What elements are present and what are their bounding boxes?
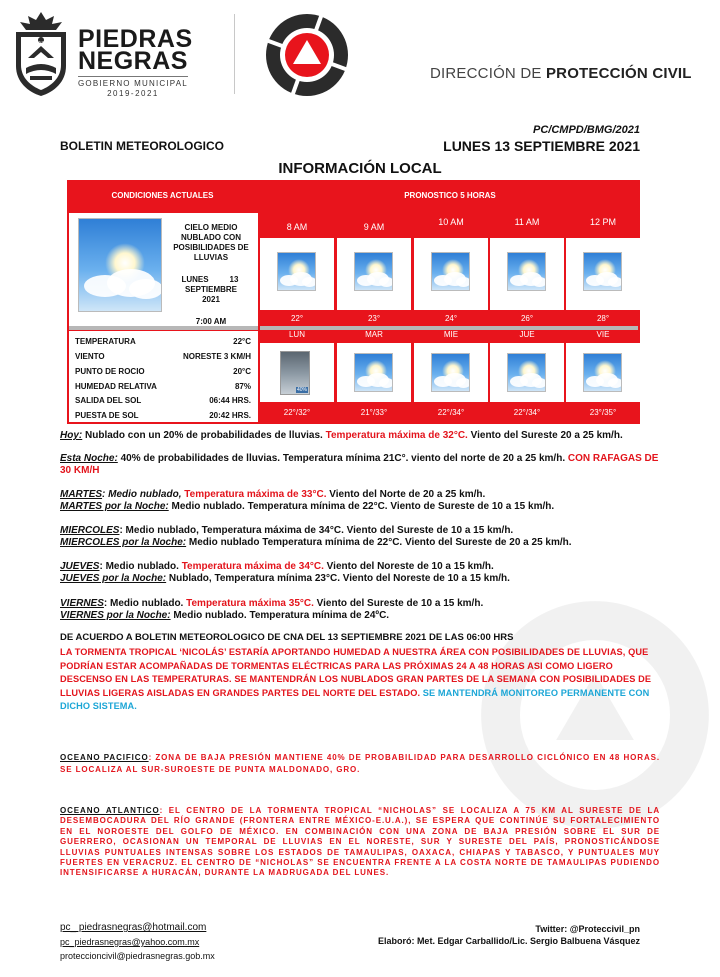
forecast-thursday — [60, 561, 660, 573]
cna-monitoring-text: SE MANTENDRÁ MONITOREO PERMANENTE CON DICHO SISTEMA. — [60, 687, 650, 711]
hour-label: 10 AM — [438, 217, 464, 227]
partly-cloudy-icon — [507, 353, 546, 392]
partly-cloudy-icon — [507, 252, 546, 291]
local-info-title: INFORMACIÓN LOCAL — [278, 160, 442, 177]
thursday-night-label: JUEVES por la Noche: — [60, 573, 167, 584]
condition-daynum: 13 — [229, 275, 239, 284]
current-data-label: PUESTA DE SOL — [75, 411, 139, 420]
forecast-wednesday-night — [60, 537, 660, 549]
atlantic-label: OCEANO ATLANTICO — [60, 806, 160, 815]
partly-cloudy-icon — [354, 353, 393, 392]
condition-month: SEPTIEMBRE — [184, 285, 237, 294]
header-divider — [234, 14, 235, 94]
partly-cloudy-icon — [431, 252, 470, 291]
email-yahoo-link[interactable]: pc_piedrasnegras@yahoo.com.mx — [60, 937, 200, 947]
day-temperature-range: 22°/32° — [283, 408, 311, 417]
friday-night-label: VIERNES por la Noche: — [60, 610, 171, 621]
condition-time: 7:00 AM — [195, 317, 227, 326]
current-data-label: SALIDA DEL SOL — [75, 396, 142, 405]
day-forecast-cell — [260, 343, 334, 402]
current-data-label: TEMPERATURA — [75, 337, 136, 346]
current-data-value: 22°C — [233, 337, 251, 346]
rain-probability-badge: 40% — [296, 387, 307, 393]
thursday-label: JUEVES — [60, 561, 100, 572]
thursday-wind: Viento del Noreste de 10 a 15 km/h. — [323, 561, 494, 572]
day-temperature-range: 23°/35° — [589, 408, 617, 417]
day-forecast-cell — [566, 343, 640, 402]
city-subtitle: GOBIERNO MUNICIPAL — [78, 76, 188, 88]
tuesday-label: MARTES — [60, 489, 103, 500]
hour-forecast-cell — [490, 238, 564, 310]
email-gov-link[interactable]: proteccioncivil@piedrasnegras.gob.mx — [60, 951, 215, 961]
city-coat-of-arms-icon — [8, 10, 74, 98]
condition-year: 2021 — [202, 295, 220, 304]
cna-intro: DE ACUERDO A BOLETIN METEOROLOGICO DE CNA DEL 13 SEPTIEMBRE 2021 DE LAS 06:00 HRS — [60, 632, 514, 643]
tonight-text: 40% de probabilidades de lluvias. Temperatura mínima 21C°. viento del norte de 20 a 25 km/h. — [117, 453, 568, 464]
wednesday-text: : Medio nublado, Temperatura máxima de 34°C. Viento del Sureste de 10 a 15 km/h. — [119, 525, 514, 536]
hour-forecast-cell — [337, 238, 411, 310]
hour-temperature: 22° — [290, 314, 304, 323]
condition-day: LUNES — [181, 275, 209, 284]
friday-night-text: Medio nublado. Temperatura mínima de 24ºC. — [170, 610, 390, 621]
current-data-box — [69, 331, 258, 422]
day-label: JUE — [519, 330, 535, 339]
forecast-friday-night — [60, 610, 660, 622]
hour-temperature: 28° — [596, 314, 610, 323]
thursday-night-text: Nublado, Temperatura mínima 23°C. Viento del Noreste de 10 a 15 km/h. — [166, 573, 510, 584]
hour-forecast-cell — [566, 238, 640, 310]
today-max-temp: Temperatura máxima de 32°C. — [325, 430, 468, 441]
thursday-text: : Medio nublado. — [99, 561, 182, 572]
tuesday-wind: Viento del Norte de 20 a 25 km/h. — [326, 489, 486, 500]
forecast-tonight — [60, 453, 660, 477]
bulletin-code: PC/CMPD/BMG/2021 — [533, 124, 640, 136]
friday-label: VIERNES — [60, 598, 104, 609]
partly-cloudy-icon — [431, 353, 470, 392]
day-forecast-cell — [414, 343, 488, 402]
friday-max-temp: Temperatura máxima 35°C. — [186, 598, 314, 609]
department-name: PROTECCIÓN CIVIL — [545, 65, 692, 82]
day-label: MAR — [365, 330, 383, 339]
forecast-thursday-night — [60, 573, 660, 585]
forecast-friday — [60, 598, 660, 610]
day-forecast-cell — [337, 343, 411, 402]
email-hotmail-link[interactable]: pc_ piedrasnegras@hotmail.com — [60, 922, 207, 933]
hour-temperature: 23° — [367, 314, 381, 323]
civil-protection-watermark-icon — [470, 590, 720, 840]
friday-text: : Medio nublado. — [103, 598, 187, 609]
hour-forecast-cell — [260, 238, 334, 310]
current-data-value: 20:42 HRS. — [209, 411, 251, 420]
forecast-tuesday-night — [60, 501, 660, 513]
city-name-line2: NEGRAS — [78, 47, 188, 75]
twitter-handle[interactable]: Twitter: @Proteccivil_pn — [535, 924, 640, 934]
tuesday-text: : Medio nublado, — [102, 489, 185, 500]
day-label: LUN — [288, 330, 305, 339]
day-temperature-range: 21°/33° — [360, 408, 388, 417]
day-forecast-cell — [490, 343, 564, 402]
department-prefix: DIRECCIÓN DE — [430, 65, 546, 82]
cna-tropical-storm-text: LA TORMENTA TROPICAL ‘NICOLÁS’ ESTARÍA APORTANDO HUMEDAD A NUESTRA ÁREA CON POSIBILIDADES DE LLUVIAS, QUE PODRÍAN ESTAR ACOMPAÑADAS DE TORMENTAS ELÉCTRICAS PARA LAS PRÓXIMAS 24 A 48 HORAS ASI COMO LIGERO DESCENSO EN LAS TEMPERATURAS. SE MANTENDRÁN LOS NUBLADOS GRAN PARTES DE LA SEMANA CON POSIBILIDADES DE LLUVIAS LIGERAS AISLADAS EN GRANDES PARTES DEL NORTE DEL ESTADO. — [60, 647, 652, 698]
author-credit: Elaboró: Met. Edgar Carballido/Lic. Sergio Balbuena Vásquez — [377, 936, 640, 946]
current-conditions-header: CONDICIONES ACTUALES — [111, 191, 214, 200]
city-name-line1: PIEDRAS — [78, 25, 193, 53]
pacific-ocean-section — [60, 752, 660, 776]
today-label: Hoy: — [60, 430, 83, 441]
friday-wind: Viento del Sureste de 10 a 15 km/h. — [313, 598, 484, 609]
current-data-value: 06:44 HRS. — [209, 396, 251, 405]
hour-label: 9 AM — [363, 222, 385, 232]
cloudy-rain-icon — [280, 351, 310, 395]
civil-protection-logo-icon — [262, 10, 352, 100]
day-label: VIE — [596, 330, 610, 339]
current-data-value: 20°C — [233, 367, 251, 376]
seal-text: PIEDRAS NEGRAS — [27, 40, 55, 44]
partly-cloudy-icon — [583, 252, 622, 291]
pacific-label: OCEANO PACIFICO — [60, 753, 149, 762]
hour-forecast-cell — [414, 238, 488, 310]
current-data-label: PUNTO DE ROCIO — [75, 367, 145, 376]
forecast-header: PRONOSTICO 5 HORAS — [404, 191, 496, 200]
condition-description: CIELO MEDIO NUBLADO CON POSIBILIDADES DE LLUVIAS — [173, 223, 249, 262]
city-years: 2019-2021 — [107, 89, 159, 98]
tuesday-night-text: Medio nublado. Temperatura mínima de 22°C. Viento de Sureste de 10 a 15 km/h. — [168, 501, 555, 512]
page-header — [0, 0, 720, 108]
bulletin-title: BOLETIN METEOROLOGICO — [60, 139, 224, 153]
wednesday-night-label: MIERCOLES por la Noche: — [60, 537, 187, 548]
hour-temperature: 26° — [520, 314, 534, 323]
forecast-wednesday — [60, 525, 660, 537]
current-data-value: 87% — [234, 382, 251, 391]
department-title — [430, 65, 692, 82]
day-label: MIE — [443, 330, 459, 339]
hour-label: 8 AM — [286, 222, 308, 232]
tuesday-max-temp: Temperatura máxima de 33°C. — [184, 489, 327, 500]
partly-cloudy-icon — [583, 353, 622, 392]
today-wind: Viento del Sureste 20 a 25 km/h. — [467, 430, 623, 441]
weather-table — [67, 180, 640, 424]
day-temperature-range: 22°/34° — [437, 408, 465, 417]
partly-cloudy-icon — [277, 252, 316, 291]
current-sky-icon — [78, 218, 162, 312]
wednesday-label: MIERCOLES — [60, 525, 120, 536]
cna-bulletin — [60, 646, 660, 714]
current-data-value: NORESTE 3 KM/H — [182, 352, 251, 361]
thursday-max-temp: Temperatura máxima de 34°C. — [181, 561, 324, 572]
city-wordmark — [78, 25, 193, 98]
tuesday-night-label: MARTES por la Noche: — [60, 501, 169, 512]
wednesday-night-text: Medio nublado Temperatura mínima de 22°C. Viento del Sureste de 20 a 25 km/h. — [186, 537, 572, 548]
current-data-label: HUMEDAD RELATIVA — [75, 382, 157, 391]
current-condition-box — [69, 213, 258, 326]
today-text: Nublado con un 20% de probabilidades de lluvias. — [82, 430, 326, 441]
current-data-label: VIENTO — [75, 352, 105, 361]
hour-label: 12 PM — [589, 217, 616, 227]
footer-credits — [378, 923, 640, 947]
hour-temperature: 24° — [444, 314, 458, 323]
hour-label: 11 AM — [514, 217, 540, 227]
pacific-text: : ZONA DE BAJA PRESIÓN MANTIENE 40% DE PROBABILIDAD PARA DESARROLLO CICLÓNICO EN 48 HORAS. SE LOCALIZA AL SUR-SUROESTE DE PUNTA MALDONADO, GRO. — [60, 753, 661, 774]
tonight-gusts: CON RAFAGAS DE 30 KM/H — [60, 453, 659, 476]
atlantic-ocean-section — [60, 806, 660, 879]
current-separator — [69, 326, 258, 330]
day-temperature-range: 22°/34° — [513, 408, 541, 417]
forecast-today — [60, 430, 660, 442]
bulletin-date: LUNES 13 SEPTIEMBRE 2021 — [443, 138, 640, 154]
atlantic-text: : EL CENTRO DE LA TORMENTA TROPICAL “NICHOLAS” SE LOCALIZA A 75 KM AL SURESTE DE LA DESEMBOCADURA DEL RÍO GRANDE (FRONTERA ENTRE MÉXICO-E.U.A.), SE ESPERA QUE CONTINÚE SU FORTALECIMIENTO EN EL NOROESTE DEL GOLFO DE MÉXICO. EN COMBINACIÓN CON UNA ZONA DE BAJA PRESIÓN SOBRE EL SUR DE GUERRERO, OCASIONAN UN TEMPORAL DE LLUVIAS EN EL NORESTE, SUR Y SURESTE DEL PAÍS, PRONOSTICÁNDOSE LLUVIAS PUNTUALES INTENSAS SOBRE LOS ESTADOS DE TAMAULIPAS, OAXACA, CHIAPAS Y TABASCO, Y PUNTUALES MUY FUERTES EN VERACRUZ. EL CENTRO DE “NICHOLAS” SE ENCUENTRA FRENTE A LA COSTA NORTE DE TAMAULIPAS PUDIENDO INTENSIFICARSE A HURACÁN, DURANTE LA MADRUGADA DEL LUNES. — [60, 806, 660, 878]
forecast-tuesday — [60, 489, 660, 501]
tonight-label: Esta Noche: — [60, 453, 118, 464]
partly-cloudy-icon — [354, 252, 393, 291]
footer-contacts — [60, 921, 215, 963]
